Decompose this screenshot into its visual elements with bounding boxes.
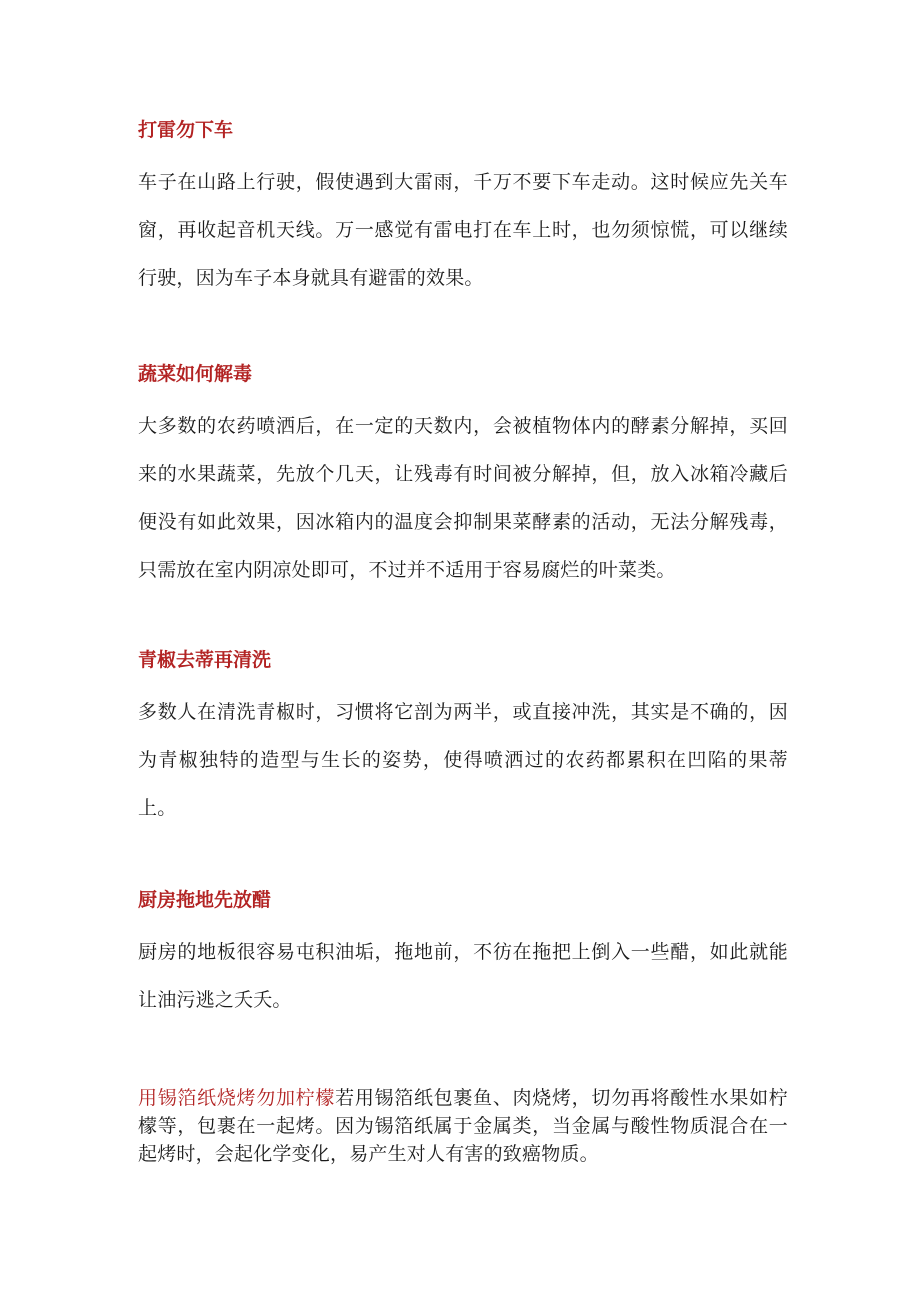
- section-vegetables: [138, 362, 788, 594]
- section-heading: 蔬菜如何解毒: [138, 363, 253, 385]
- section-heading: 厨房拖地先放醋: [138, 889, 272, 911]
- section-kitchen: [138, 888, 788, 1024]
- section-heading: 青椒去蒂再清洗: [138, 649, 272, 671]
- section-body: 若用锡箔纸包裹鱼、肉烧烤，切勿再将酸性水果如柠檬等，包裹在一起烤。因为锡箔纸属于金属类，当金属与酸性物质混合在一起烤时，会起化学变化，易产生对人有害的致癌物质。: [138, 1087, 788, 1165]
- section-body: 厨房的地板很容易屯积油垢，拖地前，不彷在拖把上倒入一些醋，如此就能让油污逃之夭夭。: [138, 941, 788, 1011]
- section-thunder: [138, 118, 788, 302]
- section-pepper: [138, 648, 788, 832]
- section-foil: [138, 1084, 788, 1168]
- section-inline-paragraph: [138, 1084, 788, 1168]
- section-body: 大多数的农药喷洒后，在一定的天数内，会被植物体内的酵素分解掉，买回来的水果蔬菜，先放个几天，让残毒有时间被分解掉，但，放入冰箱冷藏后便没有如此效果，因冰箱内的温度会抑制果菜酵素的活动，无法分解残毒，只需放在室内阴凉处即可，不过并不适用于容易腐烂的叶菜类。: [138, 415, 788, 581]
- section-body: 多数人在清洗青椒时，习惯将它剖为两半，或直接冲洗，其实是不确的，因为青椒独特的造型与生长的姿势，使得喷洒过的农药都累积在凹陷的果蒂上。: [138, 701, 788, 819]
- section-heading: 打雷勿下车: [138, 119, 234, 141]
- section-heading: 用锡箔纸烧烤勿加柠檬: [138, 1087, 336, 1109]
- section-body: 车子在山路上行驶，假使遇到大雷雨，千万不要下车走动。这时候应先关车窗，再收起音机天线。万一感觉有雷电打在车上时，也勿须惊慌，可以继续行驶，因为车子本身就具有避雷的效果。: [138, 171, 788, 289]
